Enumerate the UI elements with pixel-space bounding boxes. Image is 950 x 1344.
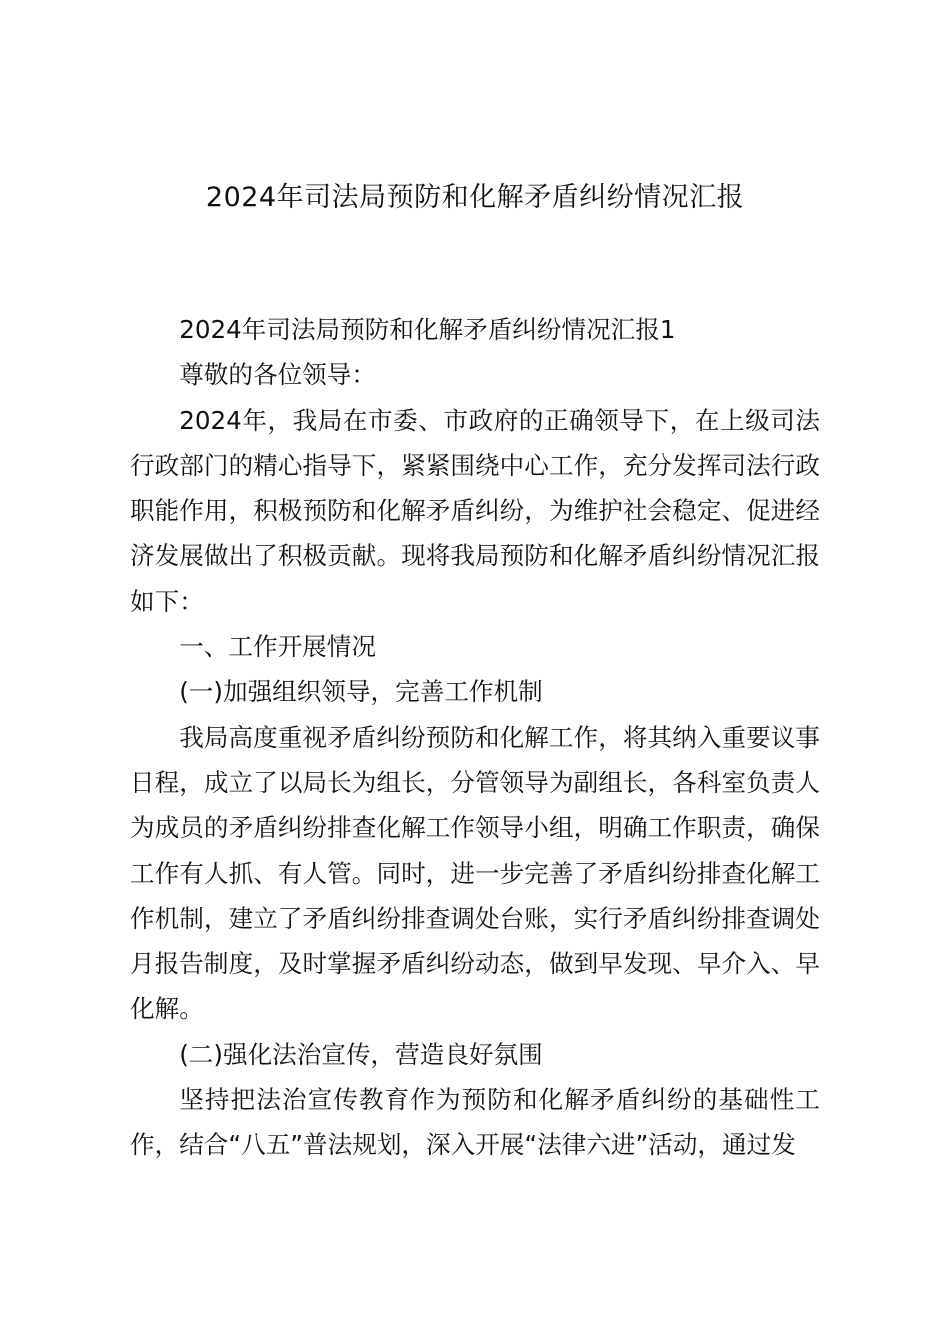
body-paragraph-2: 坚持把法治宣传教育作为预防和化解矛盾纠纷的基础性工作，结合“八五”普法规划，深入开展“法律六进”活动，通过发 (130, 1085, 820, 1160)
subsection-heading-2: (二)强化法治宣传，营造良好氛围 (179, 1039, 543, 1069)
salutation: 尊敬的各位领导： (179, 360, 376, 390)
document-title: 2024年司法局预防和化解矛盾纠纷情况汇报 (205, 182, 745, 213)
intro-paragraph: 2024年，我局在市委、市政府的正确领导下，在上级司法行政部门的精心指导下，紧紧围绕中心工作，充分发挥司法行政职能作用，积极预防和化解矛盾纠纷，为维护社会稳定、促进经济发展做出了积极贡献。现将我局预防和化解矛盾纠纷情况汇报如下： (130, 405, 820, 616)
document-body (130, 307, 820, 1168)
body-paragraph-1: 我局高度重视矛盾纠纷预防和化解工作，将其纳入重要议事日程，成立了以局长为组长，分管领导为副组长，各科室负责人为成员的矛盾纠纷排查化解工作领导小组，明确工作职责，确保工作有人抓、有人管。同时，进一步完善了矛盾纠纷排查化解工作机制，建立了矛盾纠纷排查调处台账，实行矛盾纠纷排查调处月报告制度，及时掌握矛盾纠纷动态，做到早发现、早介入、早化解。 (130, 722, 820, 1024)
subsection-heading-1: (一)加强组织领导，完善工作机制 (179, 677, 543, 707)
report-heading: 2024年司法局预防和化解矛盾纠纷情况汇报1 (179, 315, 676, 344)
section-heading: 一、工作开展情况 (179, 632, 376, 662)
